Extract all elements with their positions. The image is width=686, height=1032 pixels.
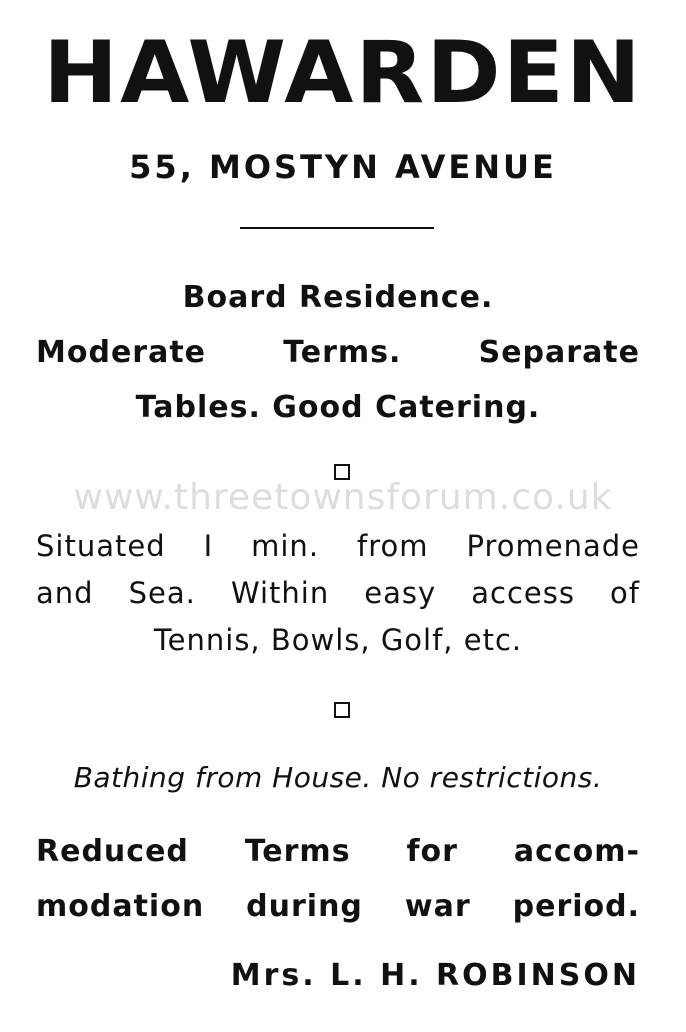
separator-square-icon (334, 702, 350, 718)
bathing-line: Bathing from House. No restrictions. (73, 761, 603, 794)
advert-title: HAWARDEN (43, 23, 643, 123)
location-line-3: Tennis, Bowls, Golf, etc. (153, 623, 523, 657)
location-line-2: and Sea. Within easy access of (36, 576, 640, 610)
offer-line-2: Moderate Terms. Separate (36, 335, 640, 370)
reduced-terms-line-2: modation during war period. (36, 889, 640, 924)
divider-rule (240, 227, 434, 229)
offer-line-1: Board Residence. (182, 280, 494, 315)
watermark-text: www.threetownsforum.co.uk (73, 477, 613, 518)
reduced-terms-line-1: Reduced Terms for accom- (36, 834, 640, 869)
offer-line-3: Tables. Good Catering. (135, 390, 541, 425)
proprietor-name: Mrs. L. H. ROBINSON (230, 958, 640, 993)
advert-address: 55, MOSTYN AVENUE (129, 148, 557, 186)
location-line-1: Situated I min. from Promenade (36, 529, 640, 563)
